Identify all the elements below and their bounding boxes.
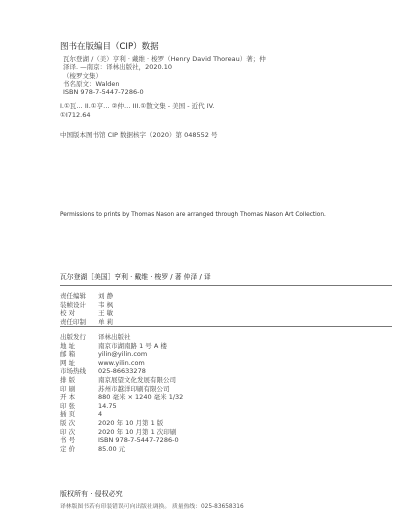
- table-row: [60, 402, 396, 411]
- row-value: 85.00 元: [98, 444, 126, 453]
- cip-classification: [60, 102, 396, 119]
- table-row: [60, 309, 396, 318]
- divider: [60, 326, 392, 327]
- cip-line: ISBN 978-7-5447-7286-0: [63, 88, 144, 97]
- table-row: [60, 292, 396, 301]
- row-value: 单 莉: [98, 317, 114, 326]
- row-label: 邮 箱: [60, 350, 76, 359]
- publication-table: [60, 333, 396, 453]
- row-label: 校 对: [60, 309, 76, 318]
- table-row: [60, 393, 396, 402]
- table-row: [60, 436, 396, 445]
- table-row: [60, 385, 396, 394]
- table-row: [60, 333, 396, 342]
- row-value: yilin@yilin.com: [98, 350, 148, 359]
- book-title-line: 瓦尔登湖［美国］亨利 · 戴维 · 梭罗 / 著 仲泽 / 译: [60, 273, 211, 281]
- row-value: 刘 静: [98, 292, 114, 300]
- table-row: [60, 301, 396, 310]
- row-value: 译林出版社: [98, 333, 131, 341]
- table-row: [60, 445, 396, 454]
- cip-register-number: 中国版本图书馆 CIP 数据核字（2020）第 048552 号: [60, 131, 218, 140]
- row-value: 2020 年 10 月第 1 版: [98, 418, 164, 427]
- staff-table: [60, 292, 396, 326]
- row-label: 责任编辑: [60, 292, 86, 300]
- table-row: [60, 376, 396, 385]
- row-label: 开 本: [60, 393, 76, 402]
- cip-line: （梭罗文集）: [63, 71, 102, 80]
- cip-heading: 图书在版编目（CIP）数据: [60, 42, 159, 52]
- row-value: 14.75: [98, 401, 117, 410]
- row-label: 书 号: [60, 436, 76, 445]
- row-value: www.yilin.com: [98, 358, 145, 367]
- rights-notice: 版权所有 · 侵权必究: [60, 490, 123, 498]
- table-row: [60, 350, 396, 359]
- cip-line: 书名原文：Walden: [63, 79, 120, 88]
- row-value: 4: [98, 410, 103, 419]
- row-value: 王 敏: [98, 309, 114, 318]
- table-row: [60, 342, 396, 351]
- quality-hotline-notice: 译林版图书若有印装错误可向出版社调换。 质量热线：025-83658316: [60, 504, 244, 510]
- divider: [60, 285, 392, 286]
- row-value: 韦 枫: [98, 300, 114, 309]
- cip-body: [60, 55, 396, 96]
- row-label: 地 址: [60, 341, 76, 350]
- row-label: 责任印制: [60, 317, 86, 326]
- classification-line: ①I712.64: [60, 110, 91, 119]
- row-label: 印 张: [60, 401, 76, 410]
- row-value: ISBN 978-7-5447-7286-0: [98, 436, 179, 445]
- classification-line: I.①瓦… II.①亨… ②仲… III.①散文集 - 美国 - 近代 IV.: [60, 102, 215, 111]
- row-label: 印 刷: [60, 384, 76, 393]
- row-value: 025-86633278: [98, 367, 146, 376]
- row-label: 排 版: [60, 375, 76, 384]
- cip-line: 瓦尔登湖 /（美）亨利 · 戴维 · 梭罗（Henry David Thoreau）著；仲: [63, 55, 266, 63]
- row-label: 出版发行: [60, 333, 86, 341]
- row-label: 市场热线: [60, 367, 86, 376]
- row-label: 印 次: [60, 427, 76, 436]
- table-row: [60, 428, 396, 437]
- row-value: 2020 年 10 月第 1 次印刷: [98, 427, 177, 436]
- table-row: [60, 419, 396, 428]
- row-label: 插 页: [60, 410, 76, 419]
- row-value: 南京展望文化发展有限公司: [98, 375, 176, 384]
- cip-line: 泽译. —南京：译林出版社，2020.10: [63, 63, 173, 72]
- cip-block: [60, 40, 396, 139]
- row-value: 南京市湖南路 1 号 A 楼: [98, 341, 167, 350]
- row-label: 网 址: [60, 358, 76, 367]
- row-label: 版 次: [60, 418, 76, 427]
- table-row: [60, 367, 396, 376]
- table-row: [60, 410, 396, 419]
- permission-note: Permissions to prints by Thomas Nason are arranged through Thomas Nason Art Collection.: [60, 212, 326, 218]
- row-label: 装帧设计: [60, 300, 86, 309]
- row-value: 苏州市越洋印刷有限公司: [98, 384, 170, 393]
- table-row: [60, 359, 396, 368]
- row-label: 定 价: [60, 444, 76, 453]
- row-value: 880 毫米 × 1240 毫米 1/32: [98, 393, 184, 402]
